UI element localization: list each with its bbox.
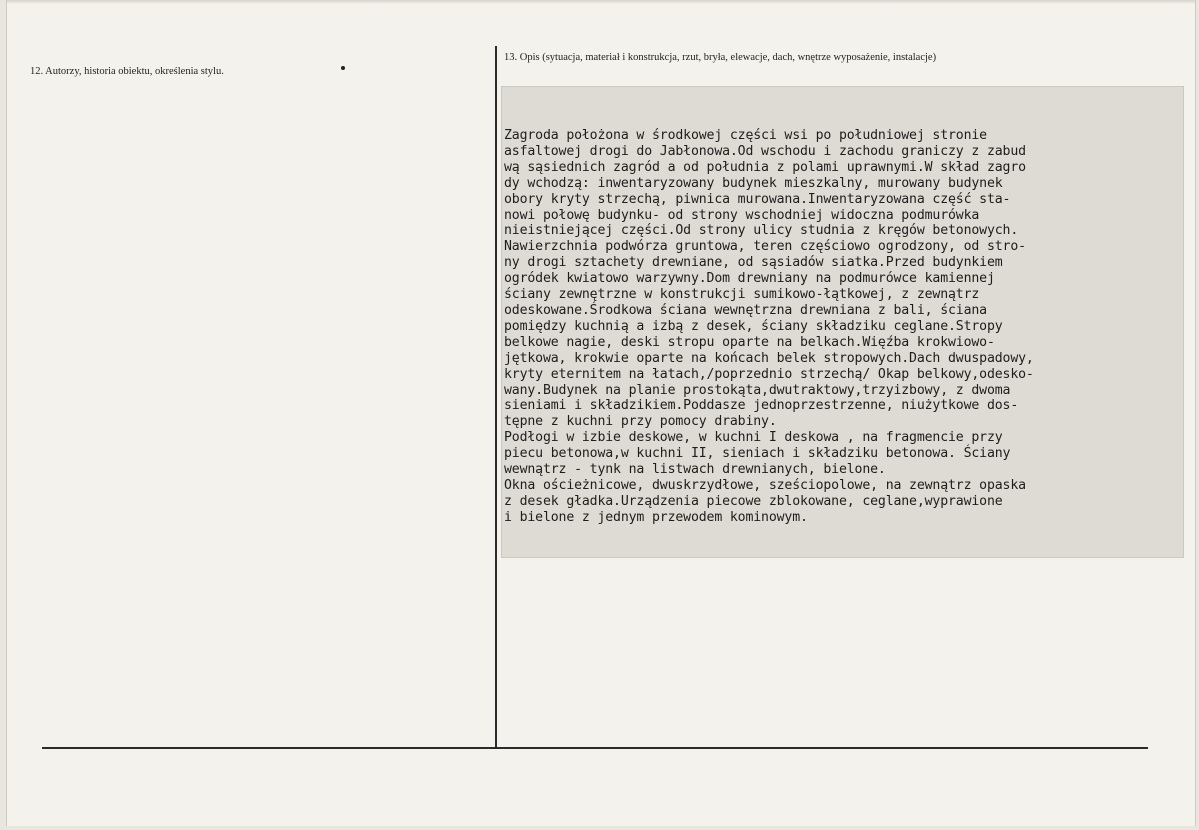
description-line: wewnątrz - tynk na listwach drewnianych, bielone. xyxy=(504,462,886,478)
description-line: piecu betonowa,w kuchni II, sieniach i składziku betonowa. Ściany xyxy=(504,446,1011,462)
description-line: ściany zewnętrzne w konstrukcji sumikowo-łątkowej, z zewnątrz xyxy=(504,287,980,303)
description-line: ny drogi sztachety drewniane, od sąsiadów siatka.Przed budynkiem xyxy=(504,255,1003,271)
description-line: tępne z kuchni przy pomocy drabiny. xyxy=(504,414,777,430)
description-line: obory kryty strzechą, piwnica murowana.Inwentaryzowana część sta- xyxy=(504,191,1011,207)
description-line: Okna ościeżnicowe, dwuskrzydłowe, sześciopolowe, na zewnątrz opaska xyxy=(504,477,1026,493)
description-line: sieniami i składzikiem.Poddasze jednoprzestrzenne, niużytkowe dos- xyxy=(504,398,1019,414)
description-line: odeskowane.Środkowa ściana wewnętrzna drewniana z bali, ściana xyxy=(504,302,987,318)
description-line: pomiędzy kuchnią a izbą z desek, ściany składziku ceglane.Stropy xyxy=(504,318,1003,334)
description-line: Zagroda położona w środkowej części wsi po południowej stronie xyxy=(504,128,987,143)
description-line: asfaltowej drogi do Jabłonowa.Od wschodu i zachodu graniczy z zabud xyxy=(504,143,1026,159)
description-line: belkowe nagie, deski stropu oparte na belkach.Więźba krokwiowo- xyxy=(504,334,995,350)
bottom-rule-line xyxy=(42,747,1148,749)
description-line: kryty eternitem na łatach,/poprzednio strzechą/ Okap belkowy,odesko- xyxy=(504,366,1034,382)
description-line: wany.Budynek na planie prostokąta,dwutraktowy,trzyizbowy, z dwoma xyxy=(504,382,1011,398)
description-line: z desek gładka.Urządzenia piecowe zblokowane, ceglane,wyprawione xyxy=(504,493,1003,509)
description-line: Nawierzchnia podwórza gruntowa, teren częściowo ogrodzony, od stro- xyxy=(504,239,1026,255)
ink-dot xyxy=(341,66,345,70)
section-12-label: 12. Autorzy, historia obiektu, określenia stylu. xyxy=(30,66,224,77)
description-line: dy wchodzą: inwentaryzowany budynek mieszkalny, murowany budynek xyxy=(504,175,1003,191)
description-line: nieistniejącej części.Od strony ulicy studnia z kręgów betonowych. xyxy=(504,223,1019,239)
description-line: Podłogi w izbie deskowe, w kuchni I deskowa , na fragmencie przy xyxy=(504,430,1003,446)
description-line: wą sąsiednich zagród a od południa z polami uprawnymi.W skład zagro xyxy=(504,159,1026,175)
sheet-edge-shadow xyxy=(7,0,1195,4)
description-line: jętkowa, krokwie oparte na końcach belek stropowych.Dach dwuspadowy, xyxy=(504,350,1034,366)
description-line: i bielone z jednym przewodem kominowym. xyxy=(504,509,808,525)
description-line: ogródek kwiatowo warzywny.Dom drewniany na podmurówce kamiennej xyxy=(504,271,995,287)
description-typed-text xyxy=(504,128,1182,526)
section-13-label: 13. Opis (sytuacja, materiał i konstrukcja, rzut, bryła, elewacje, dach, wnętrze wyposażenie, instalacje) xyxy=(504,52,937,63)
description-line: nowi połowę budynku- od strony wschodniej widoczna podmurówka xyxy=(504,207,980,223)
column-divider-line xyxy=(495,46,497,748)
